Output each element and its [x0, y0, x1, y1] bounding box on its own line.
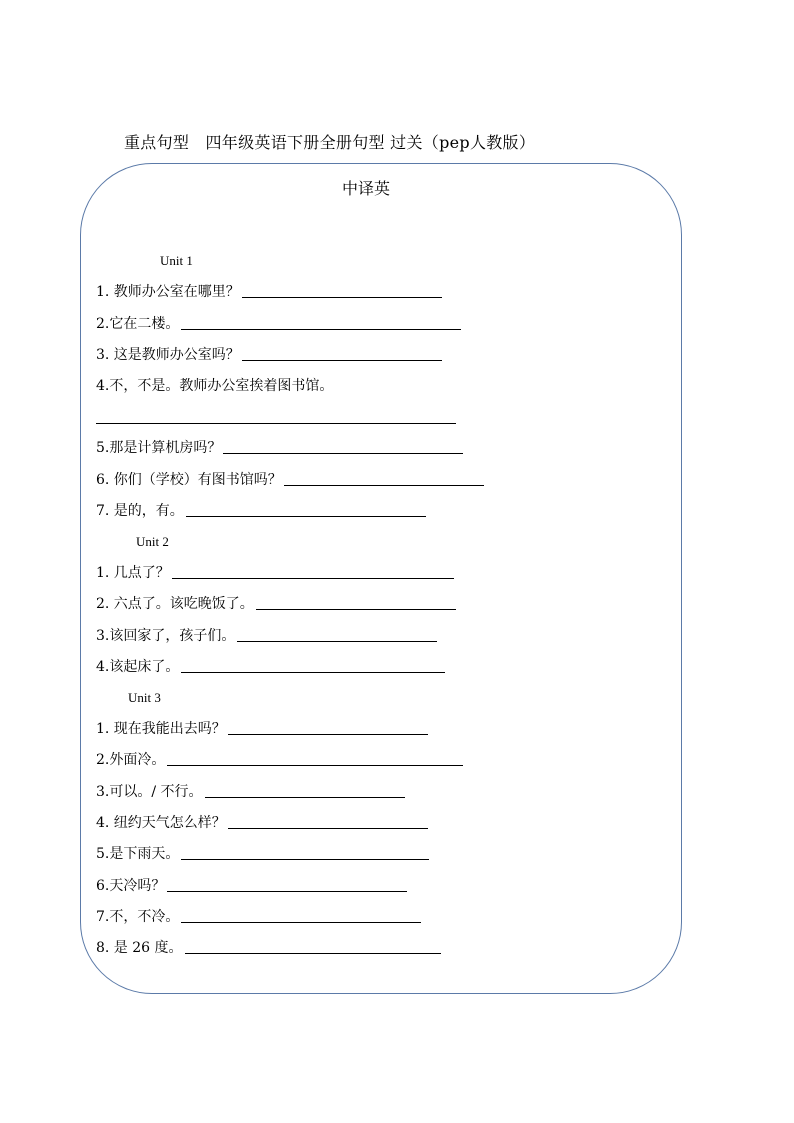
answer-line[interactable] — [186, 516, 426, 517]
exercise-item — [96, 436, 463, 458]
answer-line[interactable] — [181, 859, 429, 860]
exercise-item — [96, 312, 461, 334]
answer-line[interactable] — [185, 953, 441, 954]
answer-line[interactable] — [237, 641, 437, 642]
answer-line[interactable] — [172, 578, 454, 579]
exercise-prompt: 1. 现在我能出去吗？ — [96, 721, 226, 737]
answer-line[interactable] — [228, 828, 428, 829]
exercise-item — [96, 905, 421, 927]
exercise-item — [96, 499, 426, 521]
answer-line[interactable] — [96, 423, 456, 424]
answer-line[interactable] — [181, 672, 445, 673]
answer-line[interactable] — [242, 360, 442, 361]
answer-line[interactable] — [181, 922, 421, 923]
exercise-prompt: 4. 纽约天气怎么样？ — [96, 815, 226, 831]
exercise-prompt: 2. 六点了。该吃晚饭了。 — [96, 596, 254, 612]
exercise-item — [96, 811, 428, 833]
exercise-prompt: 2.外面冷。 — [96, 752, 166, 768]
answer-line[interactable] — [167, 765, 463, 766]
section-subtitle: 中译英 — [342, 179, 391, 198]
exercise-item — [96, 561, 454, 583]
unit-1-heading: Unit 1 — [160, 253, 193, 268]
exercise-item — [96, 374, 333, 396]
answer-line[interactable] — [284, 485, 484, 486]
exercise-prompt: 1. 几点了？ — [96, 565, 170, 581]
answer-line[interactable] — [242, 297, 442, 298]
exercise-prompt: 5.是下雨天。 — [96, 846, 180, 862]
exercise-item — [96, 655, 445, 677]
unit-3-heading: Unit 3 — [128, 690, 161, 705]
exercise-item — [96, 717, 428, 739]
exercise-prompt: 7.不，不冷。 — [96, 909, 180, 925]
exercise-prompt: 8. 是 26 度。 — [96, 940, 183, 956]
exercise-prompt: 4.不，不是。教师办公室挨着图书馆。 — [96, 378, 334, 394]
answer-line[interactable] — [228, 734, 428, 735]
exercise-prompt: 3.可以。/ 不行。 — [96, 784, 203, 800]
answer-line[interactable] — [205, 797, 405, 798]
answer-line[interactable] — [181, 329, 461, 330]
answer-line[interactable] — [256, 609, 456, 610]
exercise-prompt: 3.该回家了，孩子们。 — [96, 628, 236, 644]
exercise-item — [96, 780, 405, 802]
exercise-item — [96, 624, 437, 646]
exercise-prompt: 7. 是的，有。 — [96, 503, 184, 519]
exercise-prompt: 1. 教师办公室在哪里？ — [96, 284, 240, 300]
exercise-item — [96, 874, 407, 896]
exercise-item — [96, 343, 442, 365]
exercise-item — [96, 592, 456, 614]
unit-2-heading: Unit 2 — [136, 534, 169, 549]
exercise-prompt: 3. 这是教师办公室吗？ — [96, 347, 240, 363]
exercise-item — [96, 936, 441, 958]
page-title: 重点句型 四年级英语下册全册句型 过关（pep人教版） — [124, 133, 536, 152]
exercise-item — [96, 280, 442, 302]
exercise-item — [96, 468, 484, 490]
exercise-prompt: 6.天冷吗？ — [96, 878, 166, 894]
exercise-item — [96, 842, 429, 864]
answer-line[interactable] — [223, 453, 463, 454]
exercise-prompt: 4.该起床了。 — [96, 659, 180, 675]
answer-line[interactable] — [167, 891, 407, 892]
exercise-prompt: 6. 你们（学校）有图书馆吗？ — [96, 472, 282, 488]
exercise-prompt: 2.它在二楼。 — [96, 316, 180, 332]
exercise-item — [96, 748, 463, 770]
exercise-prompt: 5.那是计算机房吗？ — [96, 440, 222, 456]
